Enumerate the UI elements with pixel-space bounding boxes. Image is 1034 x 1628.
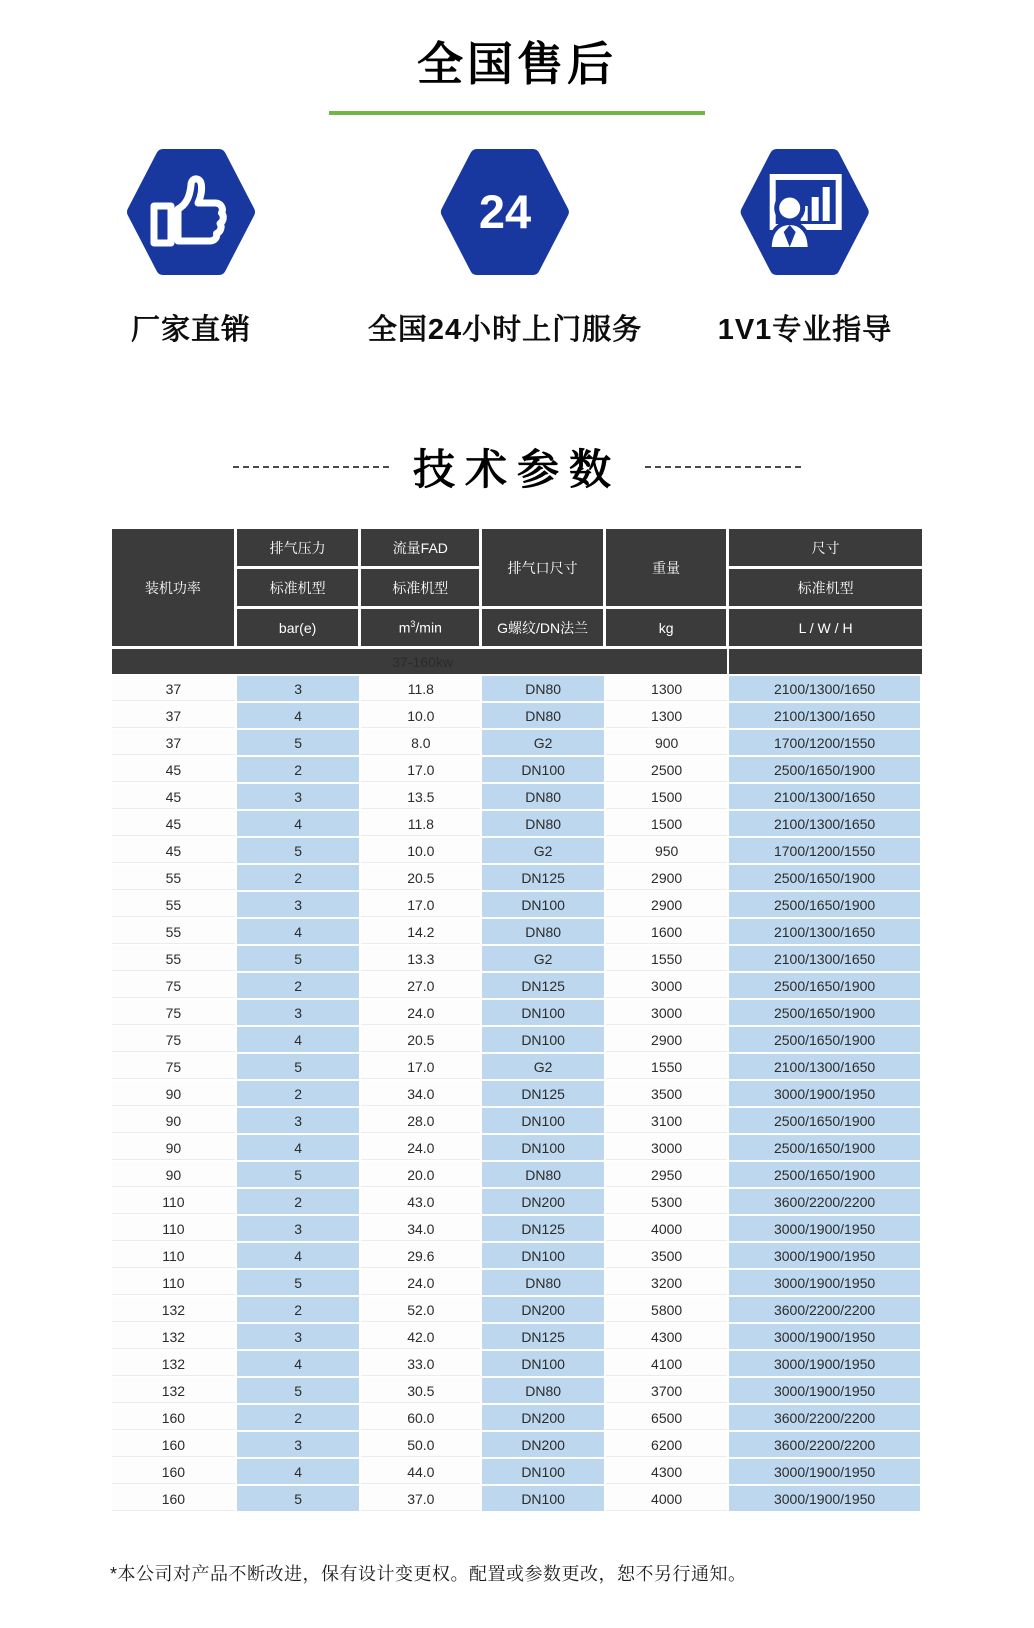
table-cell: 3 [237,1324,362,1351]
page-title: 全国售后 [417,38,617,90]
table-cell: 6500 [606,1405,729,1432]
table-cell: 2900 [606,865,729,892]
table-cell: 5 [237,1486,362,1513]
table-cell: 37 [112,730,237,757]
table-cell: 52.0 [361,1297,482,1324]
table-row [112,1459,922,1486]
table-cell: DN200 [482,1432,606,1459]
24-hours-number: 24 [478,184,532,238]
table-cell: 90 [112,1162,237,1189]
table-cell: 43.0 [361,1189,482,1216]
hexagon-badge [740,149,870,275]
table-cell: 3100 [606,1108,729,1135]
table-cell: 44.0 [361,1459,482,1486]
table-row [112,757,922,784]
table-cell: DN100 [482,1486,606,1513]
table-cell: 3500 [606,1243,729,1270]
table-cell: 90 [112,1135,237,1162]
col-header-pressure: 排气压力 [237,529,362,569]
table-cell: 20.5 [361,1027,482,1054]
col-header-port: 排气口尺寸 [482,529,606,609]
table-cell: DN100 [482,1135,606,1162]
table-row [112,865,922,892]
table-cell: DN80 [482,1162,606,1189]
table-cell: 55 [112,919,237,946]
table-cell: 75 [112,1000,237,1027]
table-cell: 11.8 [361,676,482,703]
table-cell: 5 [237,1270,362,1297]
table-cell: 3000/1900/1950 [729,1216,922,1243]
table-cell: 3000 [606,973,729,1000]
table-cell: 4 [237,919,362,946]
table-cell: 5 [237,838,362,865]
table-cell: 8.0 [361,730,482,757]
table-cell: DN125 [482,973,606,1000]
table-cell: 2500/1650/1900 [729,973,922,1000]
table-cell: 5800 [606,1297,729,1324]
right-dashed-line [645,466,801,468]
table-row [112,973,922,1000]
table-cell: 2900 [606,1027,729,1054]
table-cell: 3600/2200/2200 [729,1432,922,1459]
table-cell: 34.0 [361,1216,482,1243]
col-header-flow: 流量FAD [361,529,482,569]
table-cell: DN100 [482,892,606,919]
table-cell: 3200 [606,1270,729,1297]
table-cell: 110 [112,1189,237,1216]
feature-1v1-guidance [718,149,893,348]
table-cell: DN200 [482,1189,606,1216]
table-cell: 24.0 [361,1000,482,1027]
table-cell: 37.0 [361,1486,482,1513]
table-section-row [112,649,922,676]
table-cell: 950 [606,838,729,865]
table-cell: 2 [237,865,362,892]
title-underline [329,111,705,115]
table-cell: DN200 [482,1405,606,1432]
table-cell: 75 [112,1054,237,1081]
table-row [112,1432,922,1459]
header-row-1 [112,529,922,569]
table-cell: 17.0 [361,1054,482,1081]
table-cell: 3 [237,1000,362,1027]
table-cell: 4000 [606,1216,729,1243]
table-cell: DN80 [482,703,606,730]
table-row [112,730,922,757]
table-cell: 90 [112,1081,237,1108]
table-cell: 2 [237,1405,362,1432]
table-cell: 2 [237,973,362,1000]
table-row [112,946,922,973]
table-cell: 45 [112,784,237,811]
table-cell: 160 [112,1405,237,1432]
table-cell: 3500 [606,1081,729,1108]
table-cell: 2500/1650/1900 [729,1135,922,1162]
table-cell: 45 [112,838,237,865]
tech-params-heading [0,437,1034,497]
table-cell: 2 [237,757,362,784]
table-cell: 2500/1650/1900 [729,757,922,784]
table-cell: 2100/1300/1650 [729,919,922,946]
table-cell: DN125 [482,865,606,892]
hexagon-badge [126,149,256,275]
spec-table-body [112,649,922,1513]
table-cell: 14.2 [361,919,482,946]
table-cell: 75 [112,973,237,1000]
table-cell: DN100 [482,1351,606,1378]
table-cell: 29.6 [361,1243,482,1270]
table-cell: 5 [237,730,362,757]
table-row [112,811,922,838]
table-cell: 2 [237,1297,362,1324]
table-cell: DN80 [482,1378,606,1405]
table-cell: 4 [237,1243,362,1270]
table-cell: 3000/1900/1950 [729,1486,922,1513]
table-row [112,892,922,919]
table-cell: 160 [112,1432,237,1459]
port-unit-label: G螺纹/DN法兰 [482,609,606,649]
pressure-model-label: 标准机型 [237,569,362,609]
table-cell: 3000/1900/1950 [729,1324,922,1351]
col-header-size: 尺寸 [729,529,922,569]
table-cell: 2500 [606,757,729,784]
table-row [112,1108,922,1135]
table-cell: 110 [112,1270,237,1297]
table-row [112,703,922,730]
table-row [112,919,922,946]
col-header-weight: 重量 [606,529,729,609]
table-cell: DN200 [482,1297,606,1324]
table-cell: DN125 [482,1324,606,1351]
table-cell: DN80 [482,676,606,703]
table-cell: 2100/1300/1650 [729,676,922,703]
service-features [0,149,1034,361]
table-cell: 4 [237,1351,362,1378]
table-cell: 1500 [606,811,729,838]
table-cell: 42.0 [361,1324,482,1351]
table-cell: 55 [112,892,237,919]
table-cell: 1300 [606,703,729,730]
table-cell: DN100 [482,757,606,784]
table-cell: 3000/1900/1950 [729,1243,922,1270]
table-cell: 2100/1300/1650 [729,1054,922,1081]
hexagon-badge [440,149,570,275]
table-cell: 1700/1200/1550 [729,730,922,757]
table-cell: 5300 [606,1189,729,1216]
table-cell: 3600/2200/2200 [729,1189,922,1216]
table-cell: 10.0 [361,838,482,865]
table-cell: 5 [237,1162,362,1189]
table-row [112,1189,922,1216]
table-cell: 11.8 [361,811,482,838]
table-cell: DN80 [482,784,606,811]
table-cell: 2100/1300/1650 [729,946,922,973]
table-cell: G2 [482,730,606,757]
table-cell: DN125 [482,1081,606,1108]
table-cell: 24.0 [361,1270,482,1297]
table-row [112,1027,922,1054]
table-cell: 1700/1200/1550 [729,838,922,865]
table-cell: 55 [112,946,237,973]
left-dashed-line [233,466,389,468]
table-cell: DN100 [482,1000,606,1027]
table-cell: DN125 [482,1216,606,1243]
table-row [112,1135,922,1162]
table-row [112,1378,922,1405]
table-cell: 28.0 [361,1108,482,1135]
table-cell: 3600/2200/2200 [729,1405,922,1432]
table-cell: 2 [237,1081,362,1108]
table-cell: 2500/1650/1900 [729,892,922,919]
table-cell: DN80 [482,811,606,838]
table-cell: 3 [237,784,362,811]
table-row [112,1000,922,1027]
table-cell: 4300 [606,1324,729,1351]
table-row [112,1270,922,1297]
table-cell: 160 [112,1459,237,1486]
table-cell: G2 [482,838,606,865]
table-cell: 37 [112,676,237,703]
table-cell: 2500/1650/1900 [729,1027,922,1054]
table-cell: 3 [237,1432,362,1459]
table-row [112,1162,922,1189]
section-title: 技术参数 [412,446,621,493]
table-cell: 132 [112,1324,237,1351]
table-cell: 4 [237,811,362,838]
table-cell: 1550 [606,946,729,973]
table-cell: 160 [112,1486,237,1513]
table-cell: 132 [112,1297,237,1324]
table-cell: 4 [237,703,362,730]
table-cell: 4100 [606,1351,729,1378]
table-cell: 30.5 [361,1378,482,1405]
table-cell: 4 [237,1459,362,1486]
table-cell: 50.0 [361,1432,482,1459]
table-row [112,1486,922,1513]
table-cell: 2100/1300/1650 [729,703,922,730]
table-cell: 33.0 [361,1351,482,1378]
feature-factory-direct [126,149,256,348]
table-cell: 3000 [606,1000,729,1027]
table-cell: DN80 [482,1270,606,1297]
table-cell: 5 [237,946,362,973]
table-cell: 1550 [606,1054,729,1081]
table-cell: 3000/1900/1950 [729,1270,922,1297]
table-cell: 3000/1900/1950 [729,1351,922,1378]
table-cell: DN100 [482,1243,606,1270]
table-cell: 1300 [606,676,729,703]
table-cell: 3 [237,1216,362,1243]
table-cell: 3700 [606,1378,729,1405]
table-cell: 17.0 [361,757,482,784]
table-row [112,1351,922,1378]
table-cell: 4 [237,1027,362,1054]
size-model-label: 标准机型 [729,569,922,609]
table-cell: 13.5 [361,784,482,811]
table-row [112,784,922,811]
table-row [112,1297,922,1324]
pressure-unit-label: bar(e) [237,609,362,649]
table-cell: 90 [112,1108,237,1135]
table-cell: 2950 [606,1162,729,1189]
flow-unit-label: $m^3/\min$ [361,609,482,649]
table-cell: 20.5 [361,865,482,892]
table-cell: 3600/2200/2200 [729,1297,922,1324]
table-cell: 3000 [606,1135,729,1162]
table-cell: 2 [237,1189,362,1216]
table-row [112,1324,922,1351]
table-row [112,676,922,703]
table-cell: 3 [237,676,362,703]
table-cell: 1600 [606,919,729,946]
table-cell: 45 [112,811,237,838]
table-cell: 3000/1900/1950 [729,1081,922,1108]
table-cell: DN100 [482,1108,606,1135]
table-row [112,838,922,865]
table-cell: DN80 [482,919,606,946]
table-cell: 2500/1650/1900 [729,1108,922,1135]
thumbs-up-icon [126,149,256,275]
table-cell: 2500/1650/1900 [729,865,922,892]
feature-label: 厂家直销 [130,314,251,346]
product-detail-page [0,28,1034,1628]
table-cell: 1500 [606,784,729,811]
table-cell: 5 [237,1054,362,1081]
table-cell: 27.0 [361,973,482,1000]
table-cell: 110 [112,1216,237,1243]
spec-table [112,529,922,1513]
table-cell: G2 [482,1054,606,1081]
table-cell: 3000/1900/1950 [729,1459,922,1486]
table-cell: 75 [112,1027,237,1054]
table-cell: 45 [112,757,237,784]
table-row [112,1081,922,1108]
table-cell: 60.0 [361,1405,482,1432]
table-cell: 2100/1300/1650 [729,784,922,811]
table-cell: 900 [606,730,729,757]
table-cell: 55 [112,865,237,892]
size-unit-label: L / W / H [729,609,922,649]
table-cell: 2500/1650/1900 [729,1000,922,1027]
table-cell: 3 [237,1108,362,1135]
table-cell: G2 [482,946,606,973]
table-cell: 4300 [606,1459,729,1486]
table-row [112,1243,922,1270]
feature-24h-service [368,149,642,348]
spec-table-head [112,529,922,649]
table-cell: 132 [112,1351,237,1378]
table-cell: 3000/1900/1950 [729,1378,922,1405]
feature-label: 全国24小时上门服务 [367,314,643,346]
table-cell: 3 [237,892,362,919]
table-cell: 6200 [606,1432,729,1459]
table-cell: 5 [237,1378,362,1405]
table-cell: 17.0 [361,892,482,919]
presentation-icon [740,149,870,275]
table-cell: 37 [112,703,237,730]
table-cell: 24.0 [361,1135,482,1162]
table-cell: 2500/1650/1900 [729,1162,922,1189]
feature-label: 1V1专业指导 [717,314,893,346]
disclaimer-note: *本公司对产品不断改进，保有设计变更权。配置或参数更改，恕不另行通知。 [110,1564,747,1584]
table-cell: 13.3 [361,946,482,973]
section-label: 37-160kw [112,649,729,676]
table-cell: DN100 [482,1459,606,1486]
table-cell: 20.0 [361,1162,482,1189]
table-cell: 10.0 [361,703,482,730]
table-cell: 34.0 [361,1081,482,1108]
col-header-power: 装机功率 [112,529,237,649]
table-row [112,1216,922,1243]
table-cell: 2900 [606,892,729,919]
table-row [112,1054,922,1081]
table-cell: 110 [112,1243,237,1270]
table-cell: 132 [112,1378,237,1405]
table-cell: 4 [237,1135,362,1162]
table-cell: 2100/1300/1650 [729,811,922,838]
flow-model-label: 标准机型 [361,569,482,609]
table-cell: 4000 [606,1486,729,1513]
table-row [112,1405,922,1432]
table-cell: DN100 [482,1027,606,1054]
weight-unit-label: kg [606,609,729,649]
section-label-spacer [729,649,922,676]
